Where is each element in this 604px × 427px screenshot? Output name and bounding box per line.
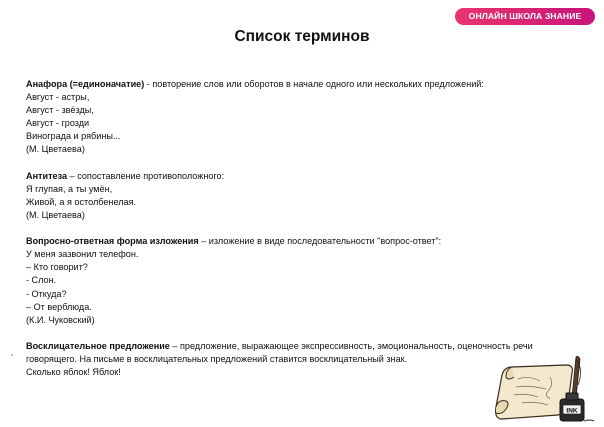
scroll-and-ink-illustration [488, 355, 600, 425]
term-name: Анафора (=единоначатие) [26, 79, 145, 89]
example-author: (М. Цветаева) [26, 144, 85, 155]
term-section-question-answer [26, 235, 546, 327]
term-section-antithesis [26, 170, 546, 222]
example-line: У меня зазвонил телефон. [26, 249, 139, 260]
example-line: – Кто говорит? [26, 262, 88, 273]
margin-dot [11, 354, 13, 356]
term-heading-line [26, 170, 546, 183]
example-line: - Слон. [26, 275, 57, 286]
page-title: Список терминов [234, 28, 370, 45]
example-line: Я глупая, а ты умён, [26, 183, 113, 194]
example-line: – От верблюда. [26, 301, 92, 312]
term-heading-line [26, 78, 546, 91]
example-line: Август - звёзды, [26, 105, 94, 116]
term-definition: – сопоставление противоположного: [67, 170, 225, 181]
example-line: Август - грозди [26, 118, 90, 129]
ink-label: INK [566, 407, 578, 415]
example-line: Сколько яблок! Яблок! [26, 367, 121, 378]
term-definition: – предложение, выражающее экспрессивность, эмоциональность, оценочность речи [169, 340, 533, 351]
example-author: (К.И. Чуковский) [26, 314, 95, 325]
definition-continuation: говорящего. На письме в восклицательных предложений ставится восклицательный знак. [26, 353, 408, 364]
terms-list [26, 78, 546, 392]
term-definition: – изложение в виде последовательности "вопрос-ответ": [198, 236, 442, 247]
school-badge: ОНЛАЙН ШКОЛА ЗНАНИЕ [455, 8, 595, 25]
term-definition: - повторение слов или оборотов в начале одного или нескольких предложений: [144, 79, 484, 89]
example-line: Август - астры, [26, 92, 90, 103]
example-line: Живой, а я остолбенелая. [26, 196, 137, 207]
example-line: - Откуда? [26, 288, 67, 299]
term-name: Антитеза [26, 170, 68, 181]
example-line: Винограда и рябины... [26, 131, 121, 142]
term-name: Восклицательное предложение [26, 340, 170, 351]
term-name: Вопросно-ответная форма изложения [26, 236, 199, 247]
example-author: (М. Цветаева) [26, 209, 85, 220]
term-section-exclamatory [26, 340, 546, 379]
term-heading-line [26, 340, 546, 353]
term-heading-line [26, 235, 546, 248]
term-section-anaphora [26, 78, 546, 157]
